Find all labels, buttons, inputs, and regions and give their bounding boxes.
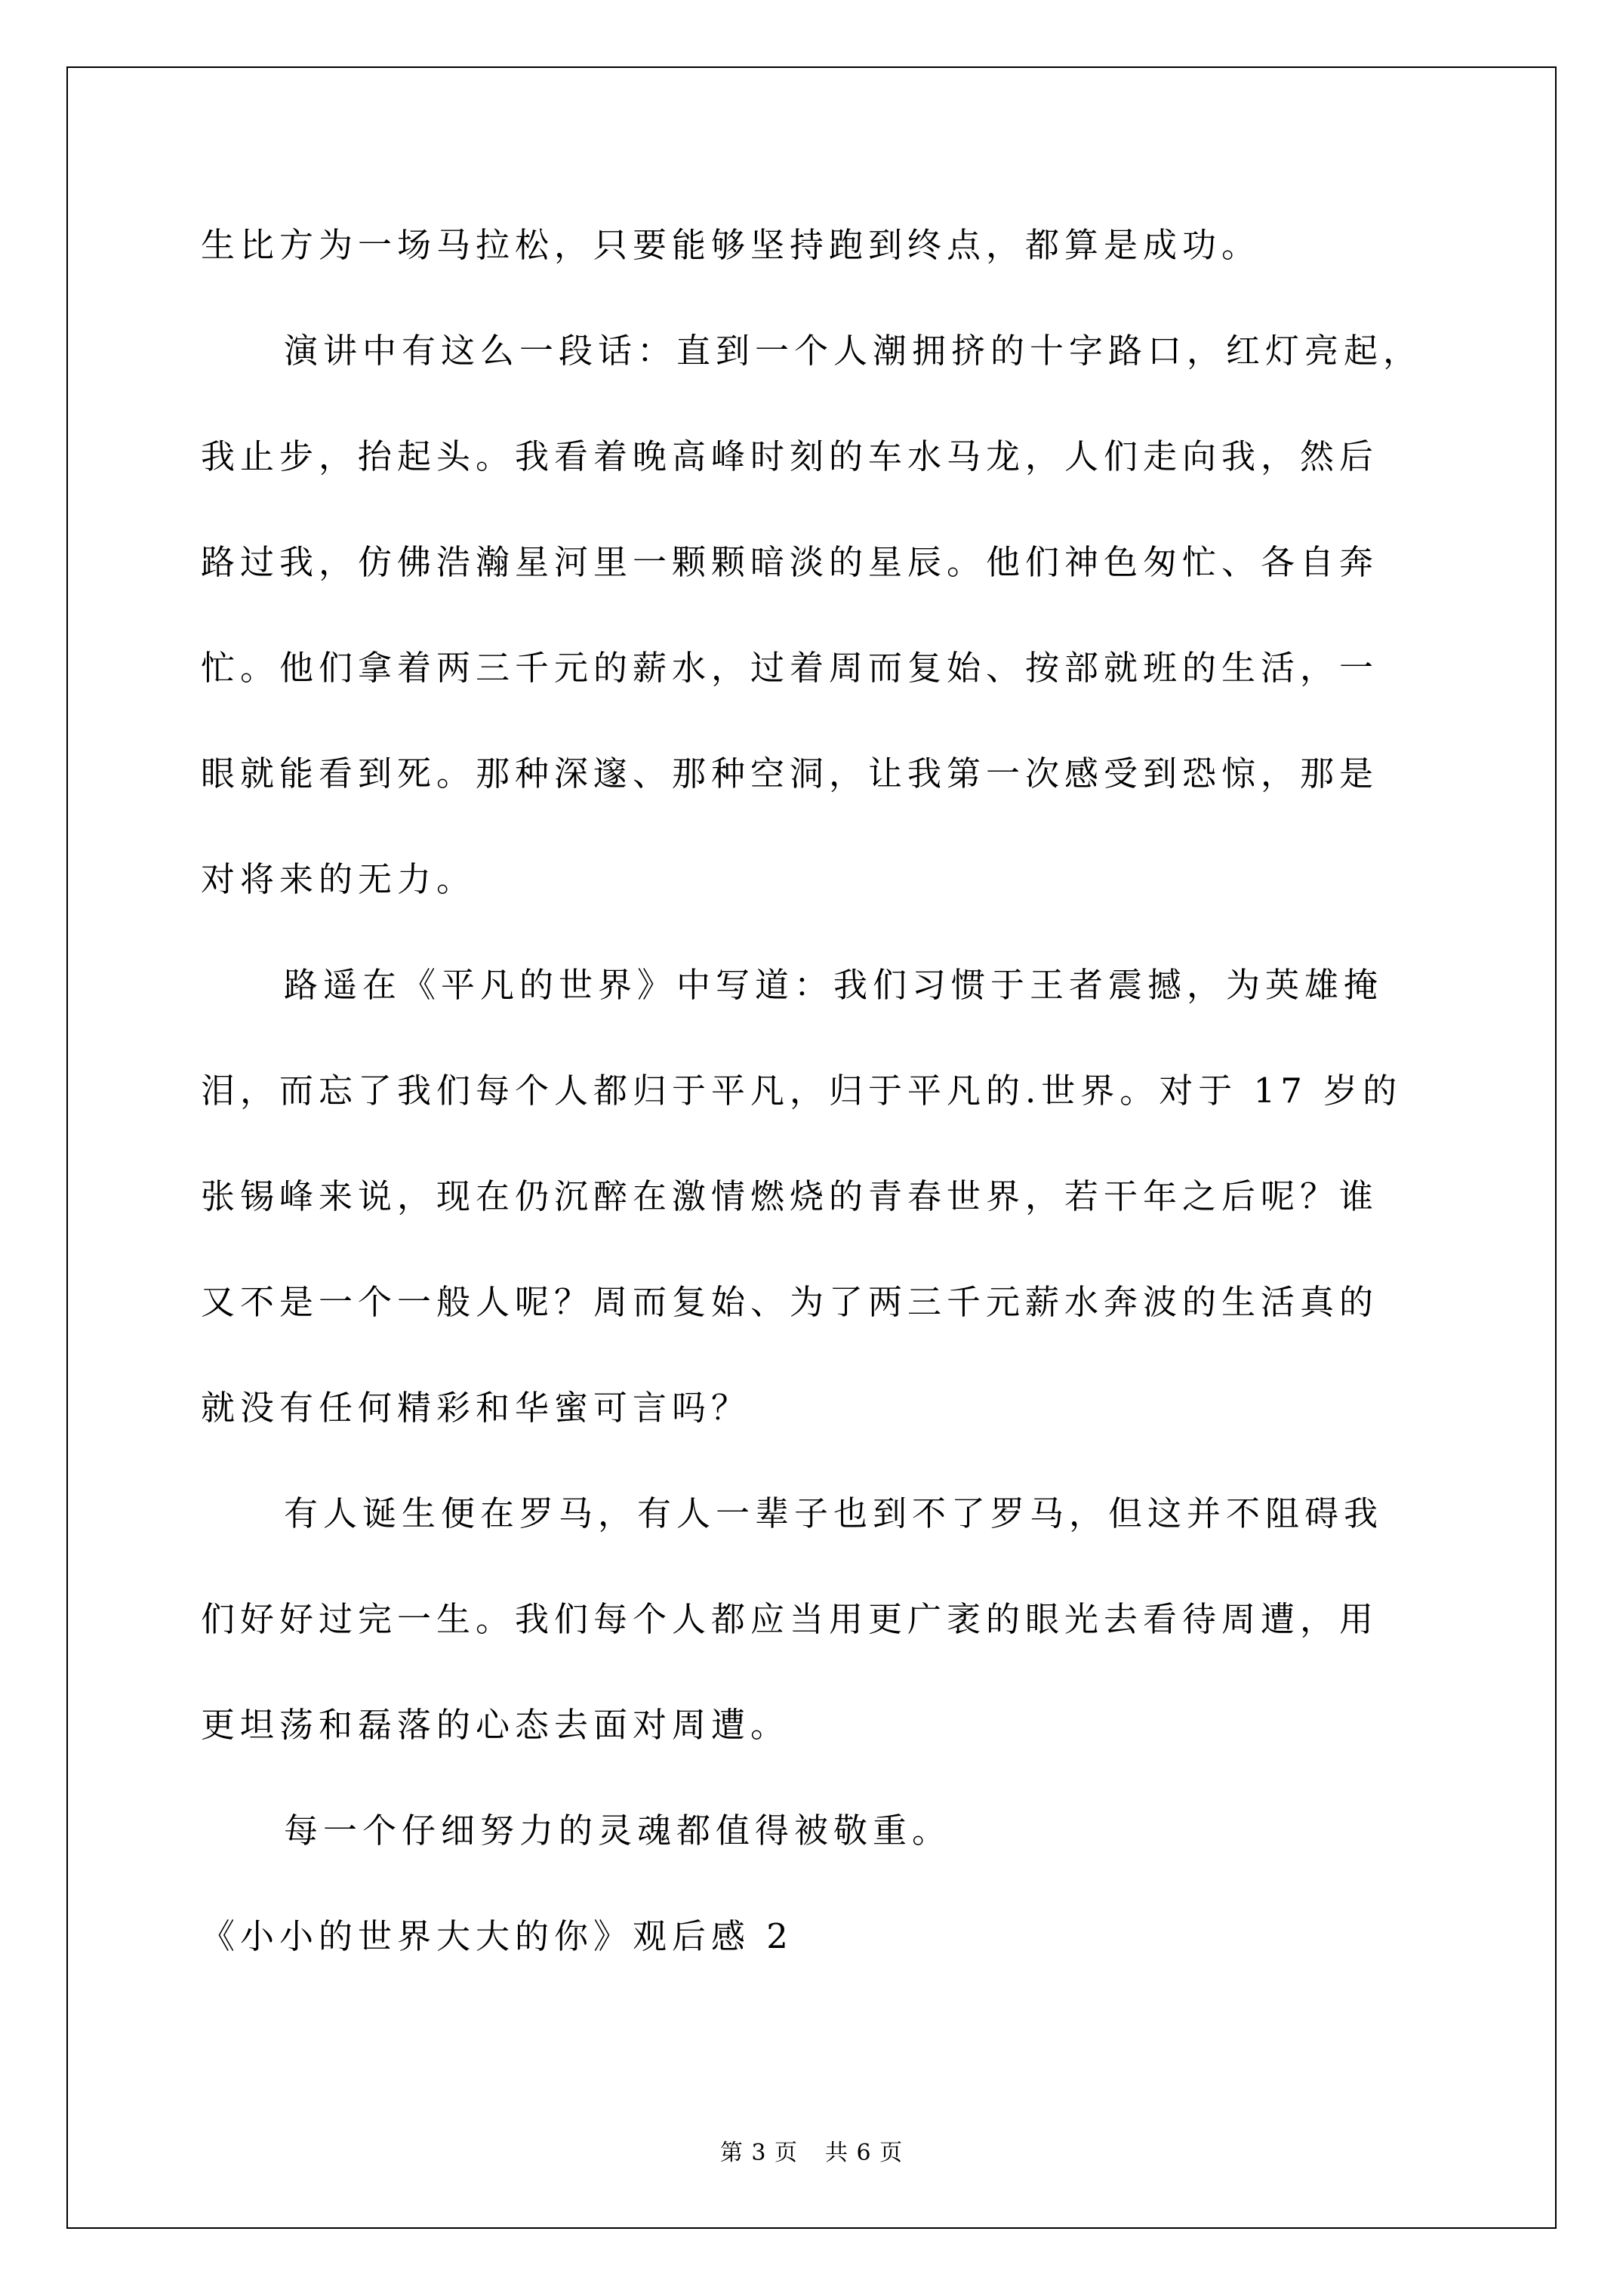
text-line: 我止步，抬起头。我看着晚高峰时刻的车水马龙，人们走向我，然后 bbox=[201, 436, 1379, 476]
text-line: 张锡峰来说，现在仍沉醉在激情燃烧的青春世界，若干年之后呢？谁 bbox=[201, 1176, 1379, 1216]
text-line: 更坦荡和磊落的心态去面对周遭。 bbox=[201, 1705, 790, 1745]
page-footer bbox=[0, 2138, 1623, 2168]
text-line: 有人诞生便在罗马，有人一辈子也到不了罗马，但这并不阻碍我 bbox=[284, 1493, 1384, 1533]
text-line: 们好好过完一生。我们每个人都应当用更广袤的眼光去看待周遭，用 bbox=[201, 1599, 1379, 1639]
page-number-current: 第 3 页 bbox=[719, 2140, 798, 2166]
text-line: 每一个仔细努力的灵魂都值得被敬重。 bbox=[284, 1811, 952, 1851]
text-line: 就没有任何精彩和华蜜可言吗？ bbox=[201, 1388, 751, 1428]
text-line: 路过我，仿佛浩瀚星河里一颗颗暗淡的星辰。他们神色匆忙、各自奔 bbox=[201, 542, 1379, 582]
document-body bbox=[201, 219, 1431, 1963]
text-line: 演讲中有这么一段话：直到一个人潮拥挤的十字路口，红灯亮起， bbox=[284, 331, 1423, 371]
page-number-total: 共 6 页 bbox=[825, 2140, 904, 2166]
text-line: 又不是一个一般人呢？周而复始、为了两三千元薪水奔波的生活真的 bbox=[201, 1282, 1379, 1322]
text-line: 生比方为一场马拉松，只要能够坚持跑到终点，都算是成功。 bbox=[201, 225, 1261, 265]
text-line: 对将来的无力。 bbox=[201, 859, 476, 899]
section-heading: 《小小的世界大大的你》观后感 2 bbox=[201, 1916, 793, 1956]
text-line: 泪，而忘了我们每个人都归于平凡，归于平凡的.世界。对于 17 岁的 bbox=[201, 1071, 1403, 1111]
text-line: 眼就能看到死。那种深邃、那种空洞，让我第一次感受到恐惊，那是 bbox=[201, 754, 1379, 794]
text-line: 路遥在《平凡的世界》中写道：我们习惯于王者震撼，为英雄掩 bbox=[284, 965, 1384, 1005]
text-line: 忙。他们拿着两三千元的薪水，过着周而复始、按部就班的生活，一 bbox=[201, 648, 1379, 688]
